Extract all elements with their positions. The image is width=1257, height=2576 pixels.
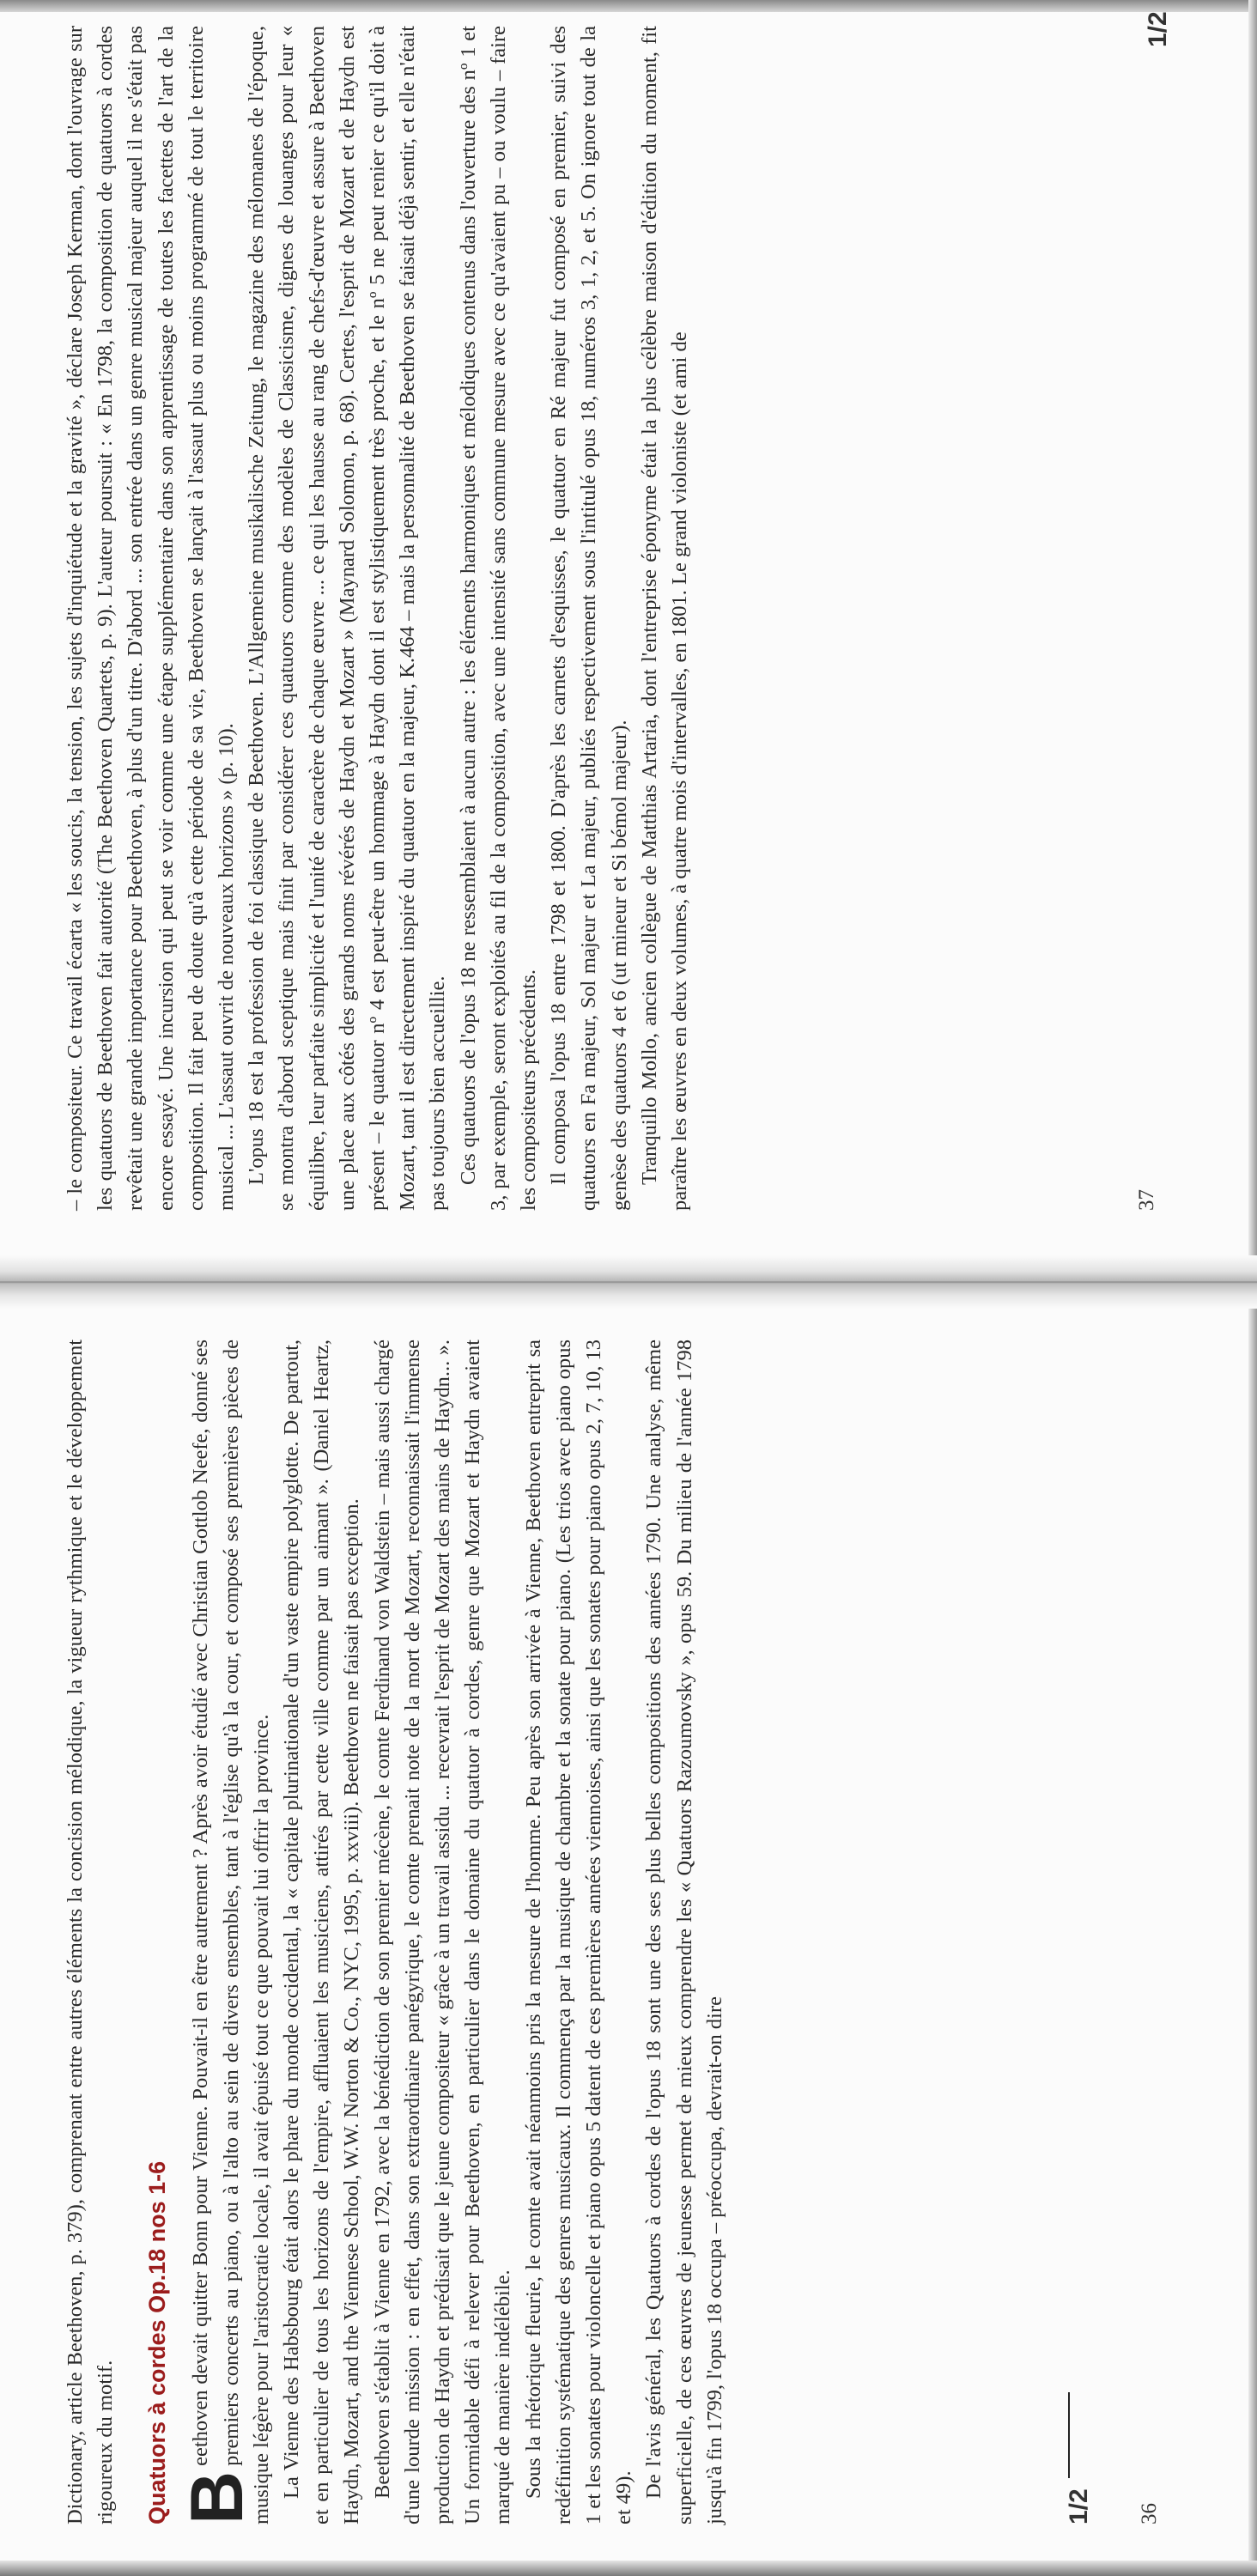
page-37: [60, 9, 1202, 1211]
section-title: Quatuors à cordes Op.18 nos 1-6: [144, 2160, 171, 2524]
paragraph: Beethoven s'établit à Vienne en 1792, avec la bénédiction de son premier mécène, le comte Ferdinand von Waldstein – mais aussi chargé d'une lourde mission : en effet, dans son extraordinaire panégyrique, le comte prenait note de la mort de Mozart, reconnaissait l'immense production de Haydn et prédisait que le jeune compositeur « grâce à un travail assidu ... recevrait l'esprit de Mozart des mains de Haydn... ». Un formidable défi à relever pour Beethoven, en particulier dans le domaine du quatuor à cordes, genre que Mozart et Haydn avaient marqué de manière indélébile.: [370, 1340, 515, 2524]
page-number: 36: [1138, 2503, 1161, 2524]
paragraph: Il composa l'opus 18 entre 1798 et 1800. D'après les carnets d'esquisses, le quatuor en Ré majeur fut composé en premier, suivi des quatuors en Fa majeur, Sol majeur et La majeur, publiés respectivement sous l'intitulé opus 18, numéros 3, 1, 2, et 5. On ignore tout de la genèse des quatuors 4 et 6 (ut mineur et Si bémol majeur).: [547, 26, 631, 1211]
paragraph: – le compositeur. Ce travail écarta « les soucis, la tension, les sujets d'inquiétude et la gravité », déclare Joseph Kerman, dont l'ouvrage sur les quatuors de Beethoven fait autorité (The Beethoven Quartets, p. 9). L'auteur poursuit : « En 1798, la composition de quatuors à cordes revêtait une grande importance pour Beethoven, à plus d'un titre. D'abord ... son entrée dans un genre musical majeur auquel il ne s'était pas encore essayé. Une incursion qui peut se voir comme une étape supplémentaire dans son apprentissage de toutes les facettes de l'art de la composition. Il fait peu de doute qu'à cette période de sa vie, Beethoven se lançait à l'assaut plus ou moins programmé de tout le territoire musical ... L'assaut ouvrit de nouveaux horizons » (p. 10).: [64, 26, 239, 1211]
page-number: 37: [1135, 1189, 1158, 1211]
page-37-text-column: [60, 26, 695, 1211]
continued-paragraph: Dictionary, article Beethoven, p. 379), comprenant entre autres éléments la concision mélodique, la vigueur rythmique et le développement rigoureux du motif.: [64, 1340, 118, 2524]
page-36: [60, 1322, 1202, 2524]
chapter-marker: 1/2: [1065, 2488, 1093, 2524]
paragraph: L'opus 18 est la profession de foi classique de Beethoven. L'Allgemeine musikalische Zeitung, le magazine des mélomanes de l'époque, se montra d'abord sceptique mais finit par considérer ces quatuors comme des modèles de Classicisme, dignes de louanges pour leur « équilibre, leur parfaite simplicité et l'unité de caractère de chaque œuvre ... ce qui les hausse au rang de chefs-d'œuvre et assure à Beethoven une place aux côtés des grands noms révérés de Haydn et Mozart » (Maynard Solomon, p. 68). Certes, l'esprit de Mozart et de Haydn est présent – le quatuor nº 4 est peut-être un hommage à Haydn dont il est stylistiquement très proche, et le nº 5 ne peut renier ce qu'il doit à Mozart, tant il est directement inspiré du quatuor en la majeur, K.464 – mais la personnalité de Beethoven se faisait déjà sentir, et elle n'était pas toujours bien accueillie.: [245, 26, 450, 1211]
paragraph: Sous la rhétorique fleurie, le comte avait néanmoins pris la mesure de l'homme. Peu après son arrivée à Vienne, Beethoven entreprit sa redéfinition systématique des genres musicaux. Il commença par la musique de chambre et la sonate pour piano. (Les trios avec piano opus 1 et les sonates pour violoncelle et piano opus 5 datent de ces premières années viennoises, ainsi que les sonates pour piano opus 2, 7, 10, 13 et 49).: [521, 1340, 636, 2524]
paragraph: La Vienne des Habsbourg était alors le phare du monde occidental, la « capitale plurinationale d'un vaste empire polyglotte. De partout, et en particulier de tous les horizons de l'empire, affluaient les musiciens, attirés par cette ville comme par un aimant ». (Daniel Heartz, Haydn, Mozart, and the Viennese School, W.W. Norton & Co., NYC, 1995, p. xxviii). Beethoven ne faisait pas exception.: [280, 1340, 364, 2524]
page-36-text-column: [60, 1340, 730, 2524]
paragraph: Ces quatuors de l'opus 18 ne ressemblaient à aucun autre : les éléments harmoniques et mélodiques contenus dans l'ouverture des nº 1 et 3, par exemple, seront exploités au fil de la composition, avec une intensité sans commune mesure avec ce qu'avaient pu – ou voulu – faire les compositeurs précédents.: [456, 26, 541, 1211]
paragraph: [176, 1340, 276, 2524]
paragraph: De l'avis général, les Quatuors à cordes de l'opus 18 sont une des ses plus belles compositions des années 1790. Une analyse, même superficielle, de ces œuvres de jeunesse permet de mieux comprendre les « Quatuors Razoumovsky », opus 59. Du milieu de l'année 1798 jusqu'à fin 1799, l'opus 18 occupa – préoccupa, devrait-on dire: [642, 1340, 726, 2524]
drop-cap: B: [176, 2470, 259, 2524]
paragraph-text: eethoven devait quitter Bonn pour Vienne. Pouvait-il en être autrement ? Après avoir étudié avec Christian Gottlob Neefe, donné ses premiers concerts au piano, ou à l'alto au sein de divers ensembles, tant à l'église qu'à la cour, et composé ses premières pièces de musique légère pour l'aristocratie locale, il avait épuisé tout ce que pouvait lui offrir la province.: [189, 1340, 273, 2524]
scanner-edge-bottom: [0, 2561, 1257, 2576]
paragraph: Tranquillo Mollo, ancien collègue de Matthias Artaria, dont l'entreprise éponyme était la plus célèbre maison d'édition du moment, fit paraître les œuvres en deux volumes, à quatre mois d'intervalles, en 1801. Le grand violoniste (et ami de: [637, 26, 692, 1211]
book-gutter: [0, 1255, 1257, 1309]
chapter-marker: 1/2: [1144, 11, 1172, 47]
